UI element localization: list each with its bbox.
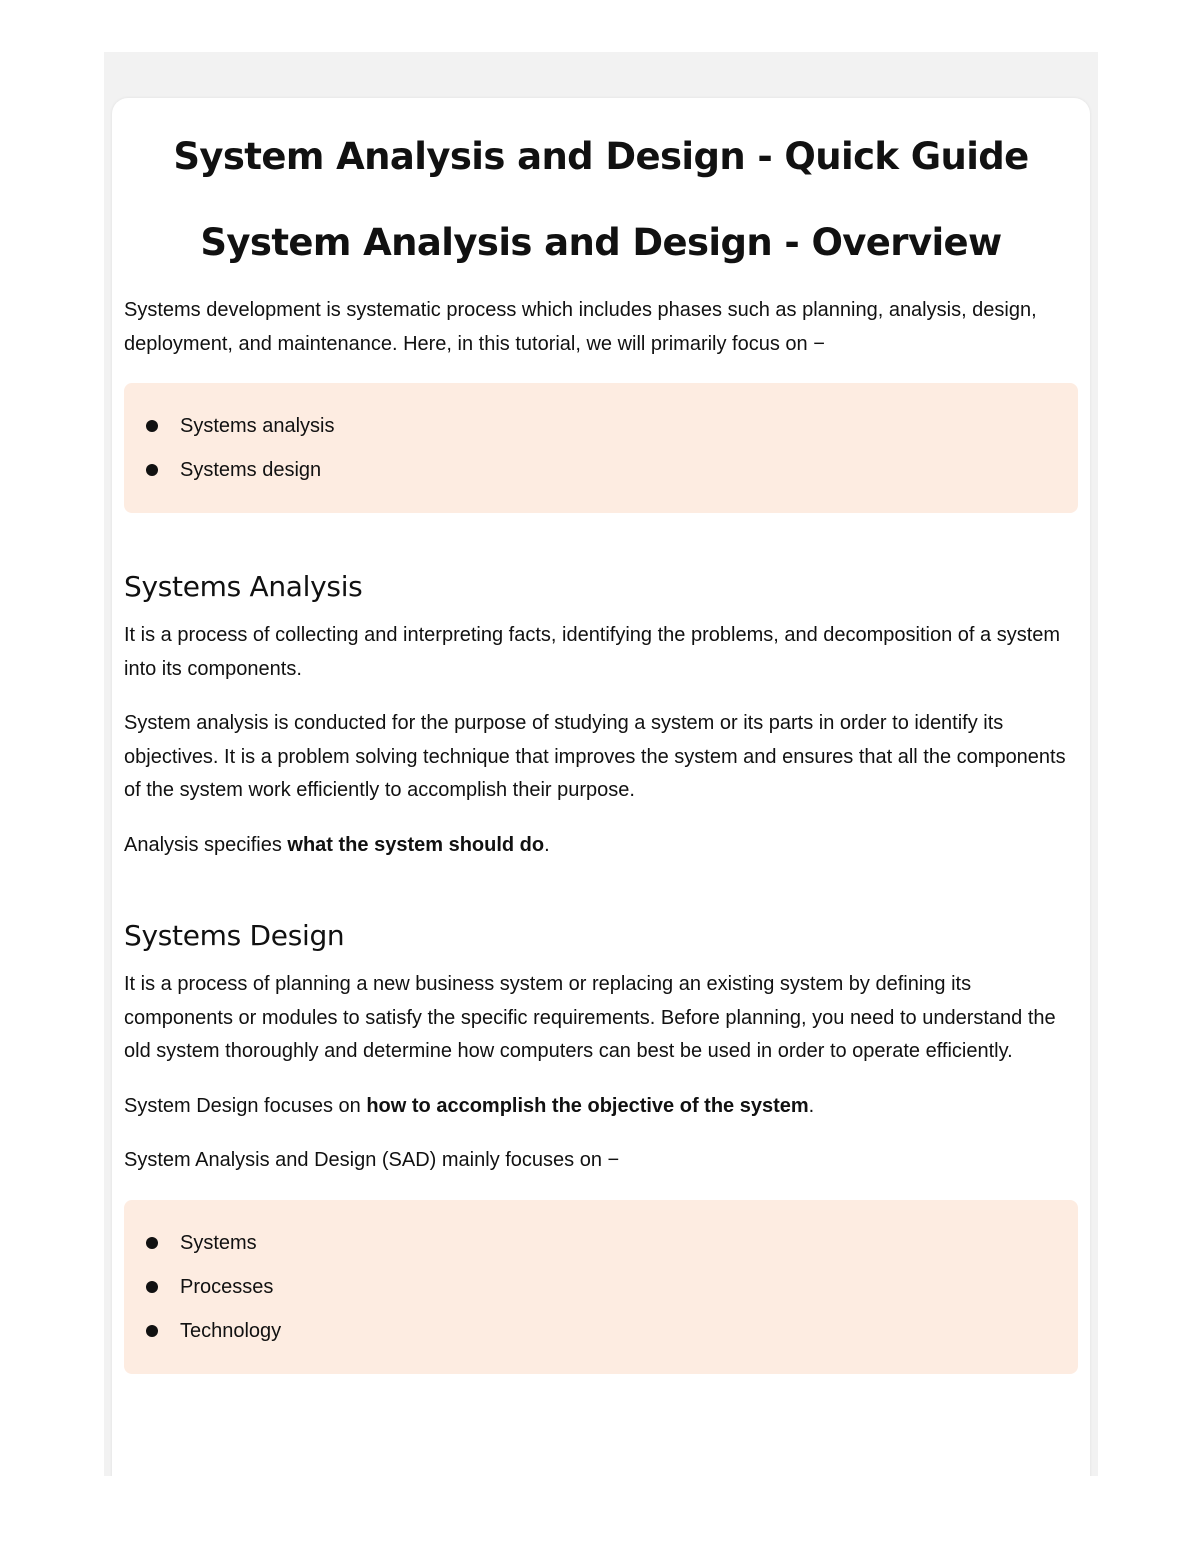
bullet-dot-icon bbox=[146, 420, 158, 432]
design-focuses-bold: how to accomplish the objective of the system bbox=[366, 1094, 809, 1117]
bullet-dot-icon bbox=[146, 1237, 158, 1249]
sad-list bbox=[124, 1221, 1078, 1353]
list-item bbox=[124, 1221, 1078, 1265]
bullet-dot-icon bbox=[146, 1325, 158, 1337]
page-frame bbox=[104, 52, 1098, 1476]
analysis-specifies-bold: what the system should do bbox=[287, 833, 545, 856]
list-item bbox=[124, 1265, 1078, 1309]
list-item-label: Systems bbox=[180, 1231, 257, 1254]
overview-heading: System Analysis and Design - Overview bbox=[200, 221, 1002, 264]
article-content bbox=[124, 98, 1078, 1374]
list-item bbox=[124, 1309, 1078, 1353]
design-focuses-paragraph bbox=[124, 1090, 1078, 1124]
bullet-dot-icon bbox=[146, 464, 158, 476]
analysis-specifies-prefix: Analysis specifies bbox=[124, 833, 288, 856]
analysis-specifies-suffix: . bbox=[544, 833, 550, 856]
content-card bbox=[112, 98, 1090, 1476]
intro-paragraph: Systems development is systematic process which includes phases such as planning, analysis, design, deployment, and maintenance. Here, in this tutorial, we will primarily focus on − bbox=[124, 299, 1037, 355]
sad-list-box bbox=[124, 1200, 1078, 1374]
sad-intro-paragraph: System Analysis and Design (SAD) mainly focuses on − bbox=[124, 1149, 620, 1171]
focus-list-box bbox=[124, 383, 1078, 513]
analysis-paragraph-1: It is a process of collecting and interpreting facts, identifying the problems, and decomposition of a system into its components. bbox=[124, 624, 1061, 680]
list-item-label: Processes bbox=[180, 1275, 274, 1298]
design-paragraph-1: It is a process of planning a new business system or replacing an existing system by defining its components or modules to satisfy the specific requirements. Before planning, you need to understand the old system thoroughly and determine how computers can best be used in order to operate efficiently. bbox=[124, 973, 1056, 1062]
list-item-label: Systems design bbox=[180, 459, 322, 481]
list-item bbox=[124, 404, 1078, 448]
list-item bbox=[124, 448, 1078, 492]
systems-design-heading: Systems Design bbox=[124, 919, 345, 952]
analysis-paragraph-2: System analysis is conducted for the purpose of studying a system or its parts in order to identify its objectives. It is a problem solving technique that improves the system and ensures that all the components of the system work efficiently to accomplish their purpose. bbox=[124, 712, 1066, 801]
focus-list bbox=[124, 404, 1078, 492]
list-item-label: Systems analysis bbox=[180, 415, 335, 437]
design-focuses-suffix: . bbox=[808, 1094, 815, 1117]
analysis-specifies-paragraph bbox=[124, 829, 1078, 863]
list-item-label: Technology bbox=[180, 1319, 282, 1342]
systems-analysis-heading: Systems Analysis bbox=[124, 570, 363, 603]
page-title: System Analysis and Design - Quick Guide bbox=[173, 135, 1029, 178]
design-focuses-prefix: System Design focuses on bbox=[124, 1094, 367, 1117]
bullet-dot-icon bbox=[146, 1281, 158, 1293]
